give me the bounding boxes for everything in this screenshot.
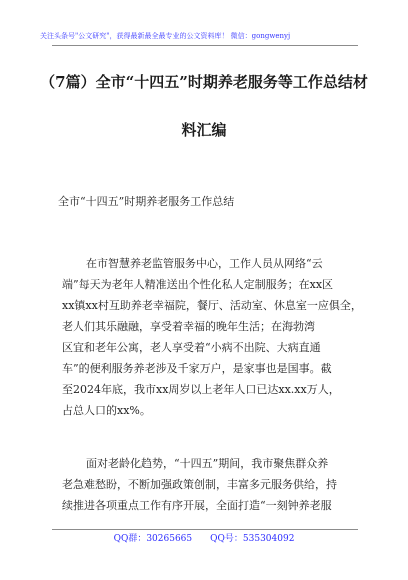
paragraph-line: 端”每天为老年人精准送出个性化私人定制服务；在xx区 (62, 278, 334, 291)
page-footer (0, 532, 408, 546)
paragraph-line: 占总人口的xx%。 (62, 404, 151, 417)
header-divider (52, 45, 358, 46)
footer-divider (52, 529, 358, 530)
paragraph-line: 车”的便利服务养老涉及千家万户，是家事也是国事。截 (62, 362, 332, 375)
page-header-note: 关注头条号"公文研究"，获得最新最全最专业的公文资料库！ 微信：gongwenyj (40, 32, 291, 40)
paragraph-line: 老人们其乐融融，享受着幸福的晚年生活；在海勃湾 (62, 320, 315, 333)
paragraph-line: 老急难愁盼，不断加强政策创制，丰富多元服务供给，持 (62, 478, 337, 491)
document-title-line-2: 料汇编 (181, 121, 227, 139)
paragraph-line: xx镇xx村互助养老幸福院，餐厅、活动室、休息室一应俱全， (62, 299, 362, 312)
paragraph-line: 面对老龄化趋势，“十四五”期间，我市聚焦群众养 (86, 457, 329, 470)
body-paragraph-1 (62, 253, 362, 421)
document-title-line-1: （7篇）全市“十四五”时期养老服务等工作总结材 (40, 73, 368, 91)
paragraph-line: 区宜和老年公寓，老人享受着“小病不出院、大病直通 (62, 341, 321, 354)
footer-qq-number: QQ号：535304092 (210, 534, 295, 544)
paragraph-line: 续推进各项重点工作有序开展，全面打造“一刻钟养老服 (62, 499, 332, 512)
paragraph-line: 至2024年底，我市xx周岁以上老年人口已达xx.xx万人， (62, 383, 340, 396)
body-paragraph-2 (62, 453, 352, 516)
footer-qq-group: QQ群：30265665 (113, 534, 193, 544)
section-subtitle: 全市“十四五”时期养老服务工作总结 (58, 195, 235, 208)
paragraph-line: 在市智慧养老监管服务中心，工作人员从网络“云 (86, 257, 323, 270)
